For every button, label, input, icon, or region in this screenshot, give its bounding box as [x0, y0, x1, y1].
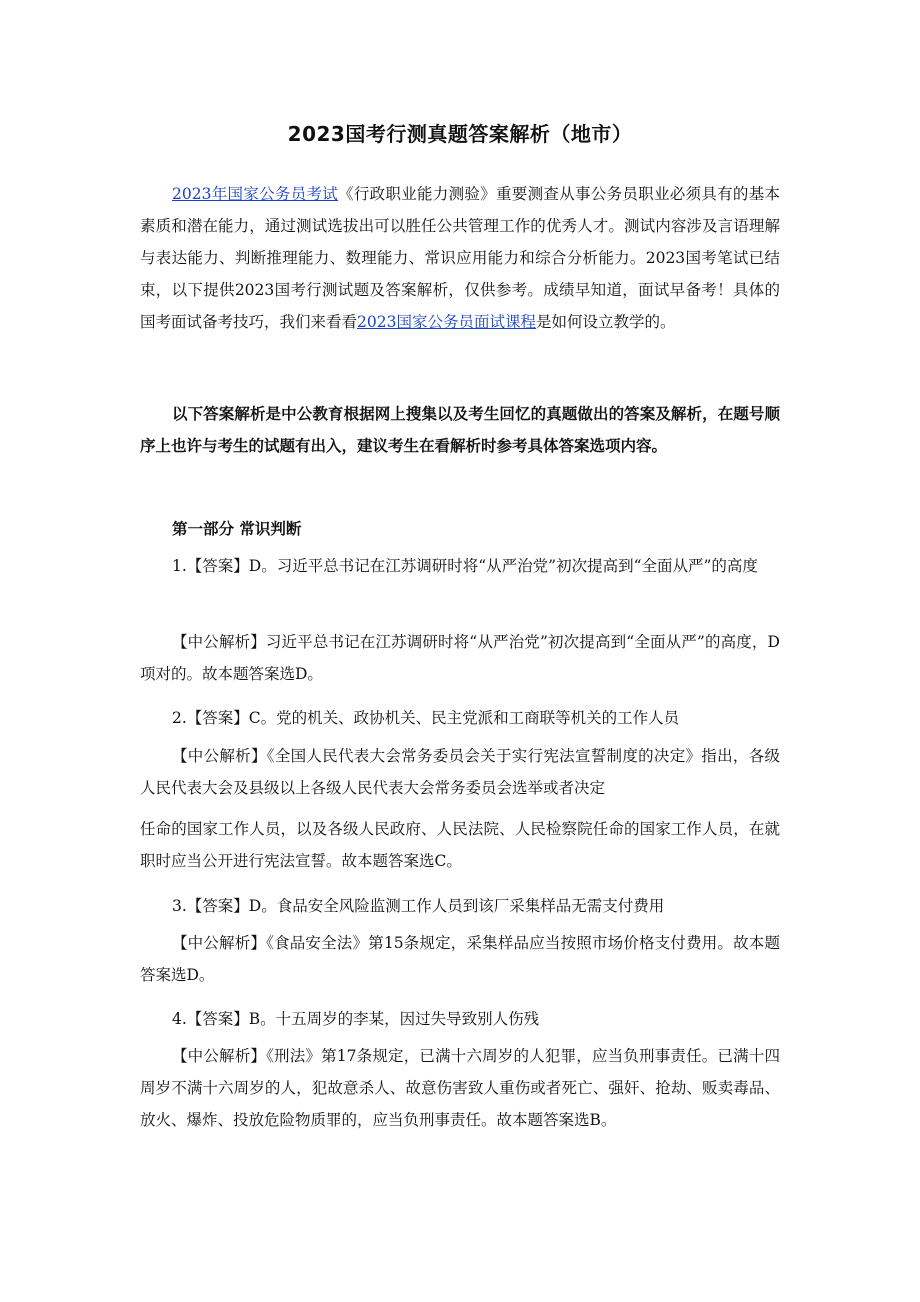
q4-analysis: 【中公解析】《刑法》第17条规定，已满十六周岁的人犯罪，应当负刑事责任。已满十四周岁不满十六周岁的人，犯故意杀人、故意伤害致人重伤或者死亡、强奸、抢劫、贩卖毒品、放火、爆炸、投放危险物质罪的，应当负刑事责任。故本题答案选B。: [140, 1047, 780, 1129]
q3-analysis: 【中公解析】《食品安全法》第15条规定，采集样品应当按照市场价格支付费用。故本题答案选D。: [140, 934, 780, 984]
q1-analysis: 【中公解析】习近平总书记在江苏调研时将“从严治党”初次提高到“全面从严”的高度，D项对的。故本题答案选D。: [140, 633, 780, 683]
q3-answer: 3.【答案】D。食品安全风险监测工作人员到该厂采集样品无需支付费用: [172, 897, 665, 915]
section-title: 第一部分 常识判断: [172, 520, 302, 538]
q2-answer: 2.【答案】C。党的机关、政协机关、民主党派和工商联等机关的工作人员: [172, 709, 680, 727]
q4-answer: 4.【答案】B。十五周岁的李某，因过失导致别人伤残: [172, 1010, 540, 1028]
exam-link[interactable]: 2023年国家公务员考试: [172, 185, 339, 203]
q2-analysis-part2: 任命的国家工作人员，以及各级人民政府、人民法院、人民检察院任命的国家工作人员，在就职时应当公开进行宪法宣誓。故本题答案选C。: [140, 820, 780, 870]
page-title: 2023国考行测真题答案解析（地市）: [287, 122, 633, 146]
q2-analysis-part1: 【中公解析】《全国人民代表大会常务委员会关于实行宪法宣誓制度的决定》指出，各级人民代表大会及县级以上各级人民代表大会常务委员会选举或者决定: [140, 747, 780, 797]
interview-course-link[interactable]: 2023国家公务员面试课程: [357, 313, 536, 331]
notice-paragraph: 以下答案解析是中公教育根据网上搜集以及考生回忆的真题做出的答案及解析，在题号顺序上也许与考生的试题有出入，建议考生在看解析时参考具体答案选项内容。: [140, 405, 780, 455]
q1-answer: 1.【答案】D。习近平总书记在江苏调研时将“从严治党”初次提高到“全面从严”的高度: [172, 557, 758, 575]
intro-text: 《行政职业能力测验》重要测查从事公务员职业必须具有的基本素质和潜在能力，通过测试选拔出可以胜任公共管理工作的优秀人才。测试内容涉及言语理解与表达能力、判断推理能力、数理能力、常识应用能力和综合分析能力。2023国考笔试已结束，以下提供2023国考行测试题及答案解析，仅供参考。成绩早知道，面试早备考！具体的国考面试备考技巧，我们来看看: [140, 185, 780, 331]
intro-paragraph: [140, 178, 780, 338]
intro-text-end: 是如何设立教学的。: [535, 313, 676, 331]
